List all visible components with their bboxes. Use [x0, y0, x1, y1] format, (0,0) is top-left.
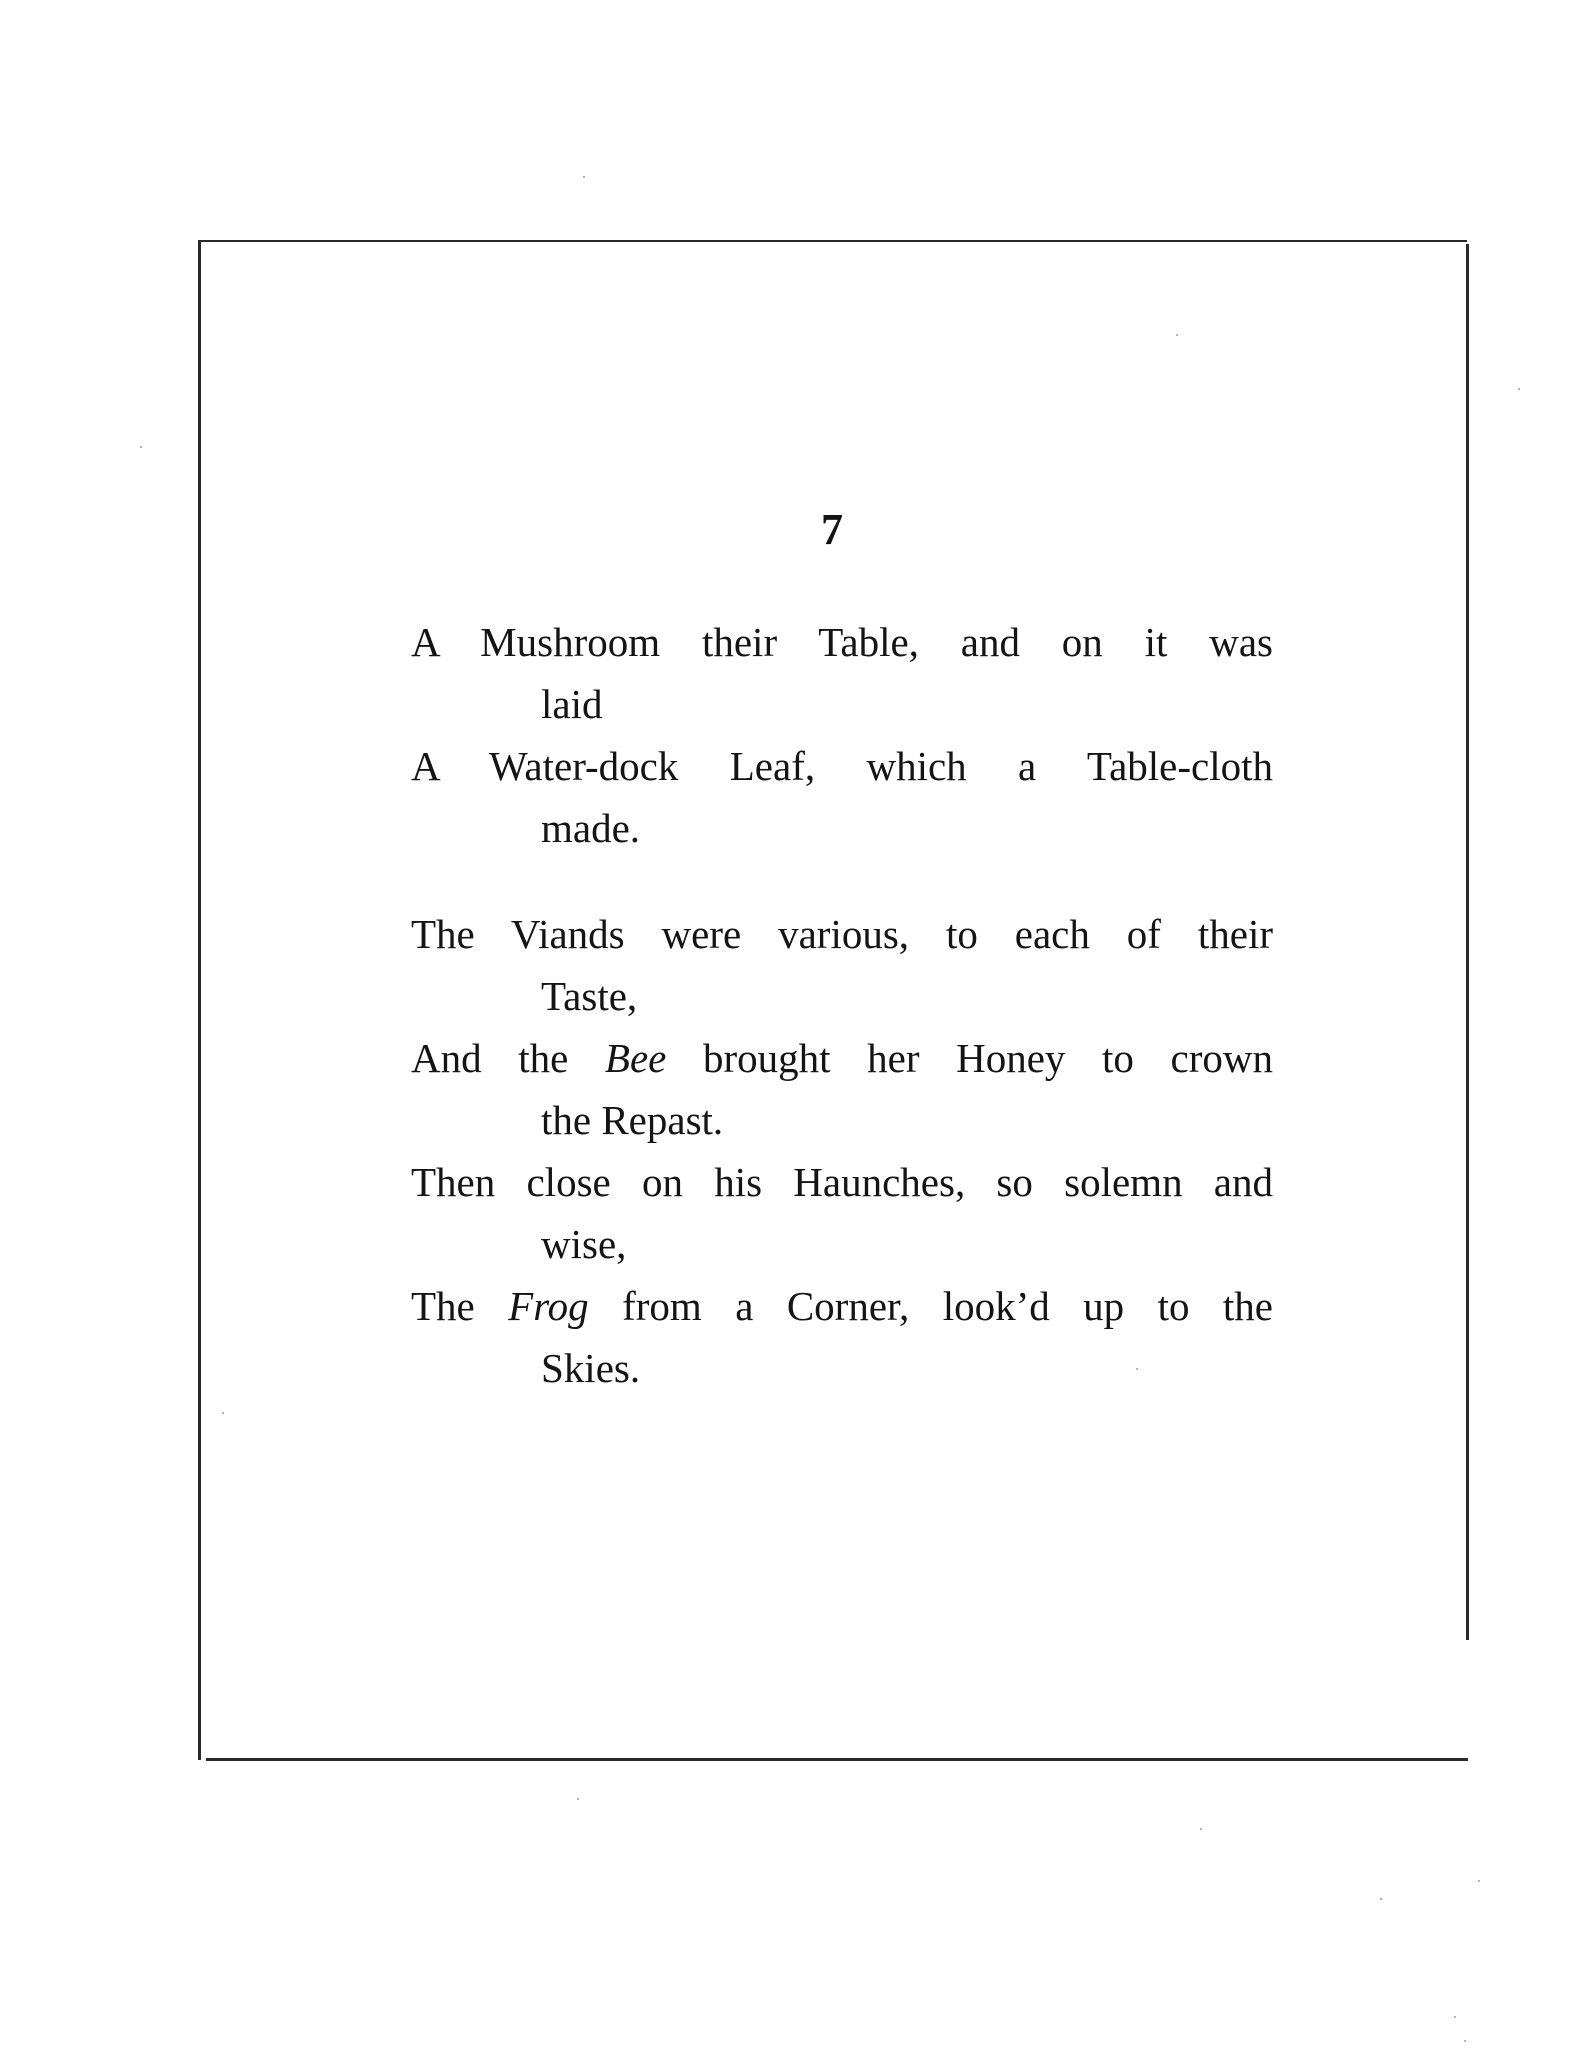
- verse-line: The Viands were various, to each of their: [411, 911, 1273, 957]
- verse-line: A Water-dock Leaf, which a Table-cloth: [411, 743, 1273, 789]
- scan-speck: [140, 446, 142, 448]
- verse-line: A Mushroom their Table, and on it was: [411, 619, 1273, 665]
- verse-line-continuation: laid: [541, 681, 603, 727]
- scan-speck: [1478, 1880, 1480, 1882]
- frame-bottom-rule: [206, 1758, 1468, 1761]
- verse-text: The: [411, 1283, 509, 1329]
- scan-speck: [1380, 1898, 1382, 1900]
- verse-line-continuation: made.: [541, 805, 641, 851]
- verse-line-continuation: wise,: [541, 1221, 627, 1267]
- verse-line: [411, 1275, 1273, 1337]
- frame-left-rule: [198, 240, 201, 1760]
- stanza-2: [411, 903, 1273, 1399]
- verse-text: from a Corner, look’d up to the: [588, 1283, 1273, 1329]
- verse-text: brought her Honey to crown: [666, 1035, 1273, 1081]
- frame-top-rule: [198, 240, 1467, 242]
- frame-right-rule: [1466, 244, 1469, 1640]
- scan-speck: [577, 1798, 579, 1800]
- verse-text: And the: [411, 1035, 605, 1081]
- verse-italic-word: Bee: [604, 1035, 667, 1081]
- scan-speck: [1200, 1828, 1202, 1830]
- verse-line: Then close on his Haunches, so solemn and: [411, 1159, 1273, 1205]
- scan-speck: [1518, 388, 1520, 390]
- verse-line-continuation: the Repast.: [541, 1097, 724, 1143]
- page-number: 7: [821, 505, 843, 554]
- scan-speck: [1464, 2040, 1466, 2042]
- verse-line-continuation: Skies.: [541, 1345, 641, 1391]
- scan-speck: [1454, 2016, 1456, 2018]
- scan-speck: [1136, 1368, 1138, 1370]
- verse-line-continuation: Taste,: [541, 973, 638, 1019]
- verse-italic-word: Frog: [508, 1283, 589, 1329]
- scan-speck: [583, 176, 585, 178]
- scan-speck: [222, 1412, 224, 1414]
- stanza-1: [411, 611, 1273, 859]
- scan-speck: [1176, 334, 1178, 336]
- verse-line: [411, 1027, 1273, 1089]
